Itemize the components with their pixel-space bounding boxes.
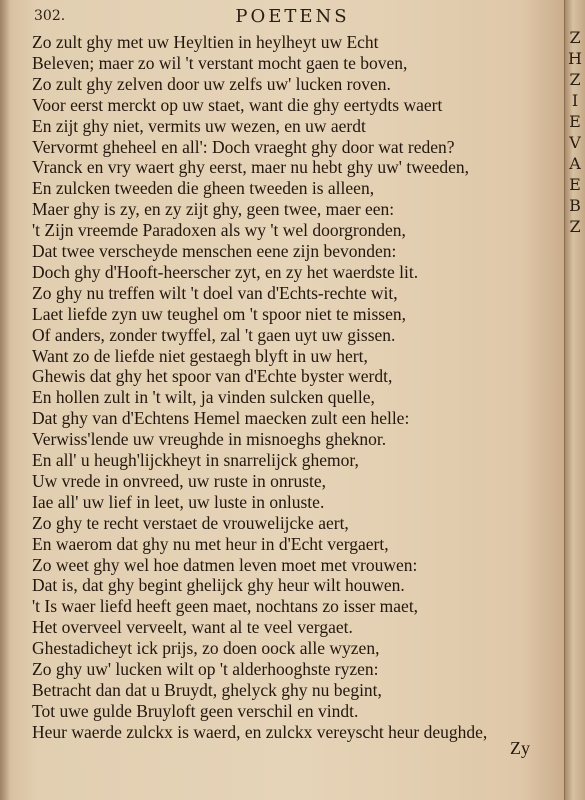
verse-line: Dat ghy van d'Echtens Hemel maecken zult een helle: [32,408,410,429]
verse-line: En zijt ghy niet, vermits uw wezen, en uw aerdt [32,115,366,136]
catchword: Zy [510,738,530,758]
facing-page-letter: A [569,154,581,173]
running-title: POETENS [235,6,350,27]
verse-line: Verwiss'lende uw vreughde in misnoeghs gheknor. [32,429,387,450]
verse-line: Laet liefde zyn uw teughel om 't spoor niet te missen, [32,303,406,324]
verse-line: Zo weet ghy wel hoe datmen leven moet met vrouwen: [32,554,418,575]
verse-line: Maer ghy is zy, en zy zijt ghy, geen twee, maer een: [32,199,395,220]
verse-line: Zo zult ghy met uw Heyltien in heylheyt uw Echt [32,32,379,52]
verse-line: En all' u heugh'lijckheyt in snarrelijck ghemor, [32,450,359,470]
verse-line: En zulcken tweeden die gheen tweeden is alleen, [32,178,375,199]
facing-page-letter: E [569,175,581,194]
page-number: 302. [34,8,66,24]
verse-line: Zo ghy uw' lucken wilt op 't alderhooghste ryzen: [32,659,379,679]
verse-line: Of anders, zonder twyffel, zal 't gaen uyt uw gissen. [32,324,396,345]
verse-line: 't Zijn vreemde Paradoxen als wy 't wel doorgronden, [32,220,406,241]
facing-page-letter: I [571,91,579,110]
facing-page-letter: Z [569,28,581,47]
verse-line: Vervormt gheheel en all': Doch vraeght ghy door wat reden? [32,136,455,157]
verse-line: Heur waerde zulckx is waerd, en zulckx vereyscht heur deughde, [32,721,488,742]
facing-page-letter: E [569,112,581,131]
verse-line: En hollen zult in 't wilt, ja vinden sulcken quelle, [32,387,375,408]
verse-line: Ghewis dat ghy het spoor van d'Echte byster werdt, [32,366,393,387]
verse-line: Beleven; maer zo wil 't verstant mocht gaen te boven, [32,52,408,73]
verse-line: Iae all' uw lief in leet, uw luste in onluste. [32,491,325,512]
verse-line: Ghestadicheyt ick prijs, zo doen oock alle wyzen, [32,638,380,659]
verse-line: Want zo de liefde niet gestaegh blyft in uw hert, [32,345,368,366]
verse-line: Voor eerst merckt op uw staet, want die ghy eertydts waert [32,94,443,115]
verse-line: Vranck en vry waert ghy eerst, maer nu hebt ghy uw' tweeden, [32,157,470,178]
verse-line: 't Is waer liefd heeft geen maet, nochtans zo isser maet, [32,596,419,617]
verse-line: Zo ghy nu treffen wilt 't doel van d'Echts-rechte wit, [32,282,398,303]
verse-line: Het overveel verveelt, want al te veel vergaet. [32,617,353,638]
facing-page-letter: Z [569,217,581,236]
facing-page-letter: B [569,196,581,215]
facing-page-letter: H [568,49,582,68]
verse-line: Tot uwe gulde Bruyloft geen verschil en vindt. [32,700,359,721]
verse-line: Zo zult ghy zelven door uw zelfs uw' lucken roven. [32,73,391,94]
facing-page-letter: V [569,133,581,152]
verse-line: Doch ghy d'Hooft-heerscher zyt, en zy het waerdste lit. [32,261,419,282]
verse-line: En waerom dat ghy nu met heur in d'Echt vergaert, [32,533,389,554]
verse-line: Dat is, dat ghy begint ghelijck ghy heur wilt houwen. [32,575,405,596]
facing-page-letter: Z [569,70,581,89]
verse-line: Zo ghy te recht verstaet de vrouwelijcke aert, [32,512,349,533]
verse-line: Uw vrede in onvreed, uw ruste in onruste, [32,470,327,491]
facing-page-edge [564,0,585,800]
verse-line: Betracht dan dat u Bruydt, ghelyck ghy nu begint, [32,679,382,700]
verse-line: Dat twee verscheyde menschen eene zijn bevonden: [32,241,397,261]
